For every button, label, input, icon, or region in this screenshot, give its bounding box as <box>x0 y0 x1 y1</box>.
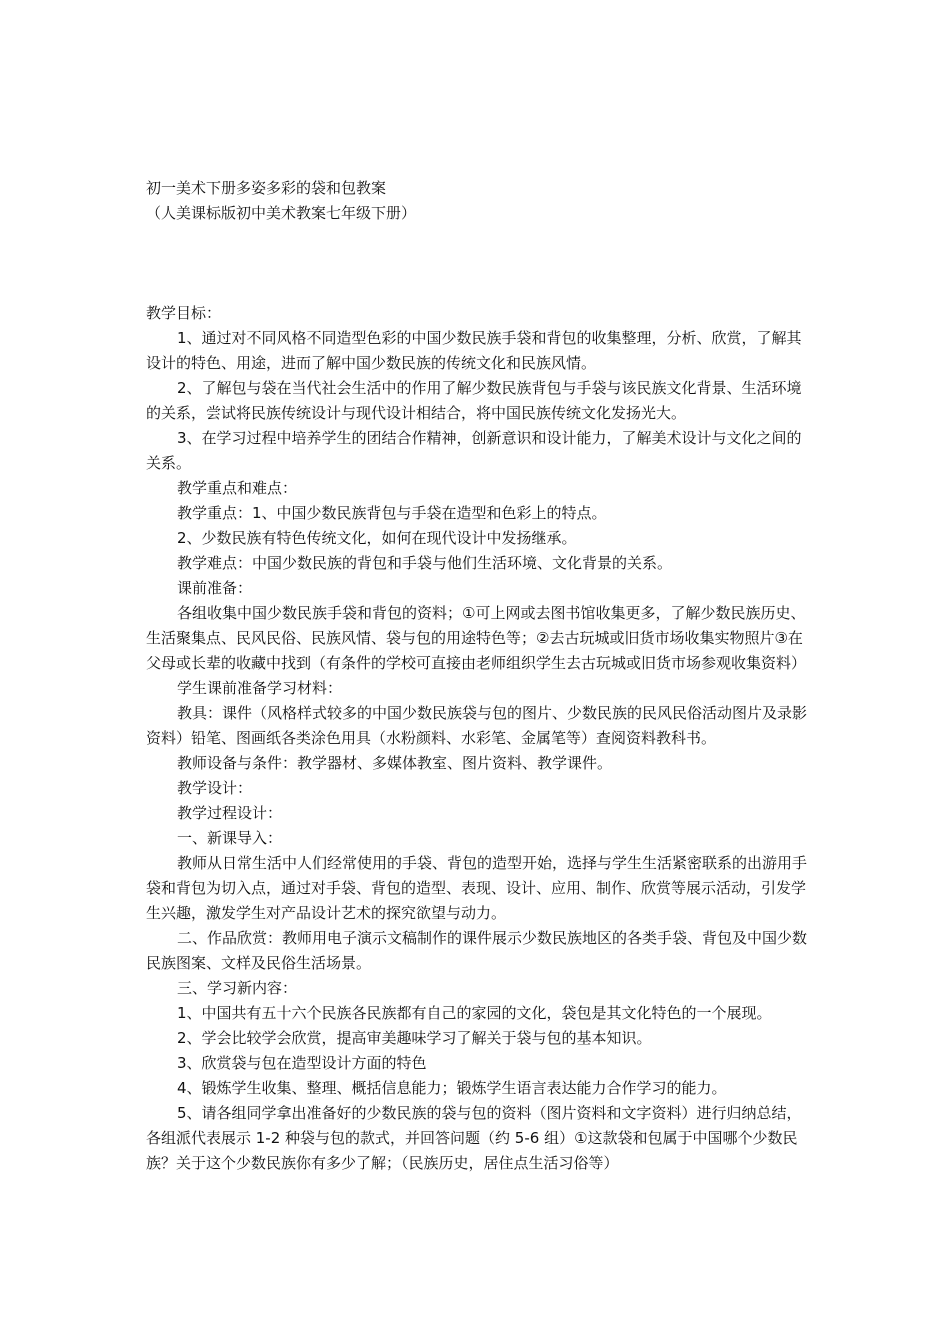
paragraph: 教学设计： <box>177 779 253 797</box>
paragraph: 教学重点：1、中国少数民族背包与手袋在造型和色彩上的特点。 <box>177 504 607 522</box>
document-subtitle: （人美课标版初中美术教案七年级下册） <box>146 204 417 222</box>
paragraph: 4、锻炼学生收集、整理、概括信息能力；锻炼学生语言表达能力合作学习的能力。 <box>177 1079 727 1097</box>
document-title: 初一美术下册多姿多彩的袋和包教案 <box>146 179 387 197</box>
paragraph: 各组收集中国少数民族手袋和背包的资料；①可上网或去图书馆收集更多，了解少数民族历史、生活聚集点、民风民俗、民族风情、袋与包的用途特色等；②去古玩城或旧货市场收集实物照片③在父母或长辈的收藏中找到（有条件的学校可直接由老师组织学生去古玩城或旧货市场参观收集资料） <box>146 604 807 672</box>
paragraph: 课前准备： <box>177 579 253 597</box>
paragraph: 2、了解包与袋在当代社会生活中的作用了解少数民族背包与手袋与该民族文化背景、生活环境的关系，尝试将民族传统设计与现代设计相结合，将中国民族传统文化发扬光大。 <box>146 379 802 422</box>
paragraph: 3、欣赏袋与包在造型设计方面的特色 <box>177 1054 427 1072</box>
paragraph: 二、作品欣赏：教师用电子演示文稿制作的课件展示少数民族地区的各类手袋、背包及中国少数民族图案、文样及民俗生活场景。 <box>146 929 808 972</box>
paragraph: 教师从日常生活中人们经常使用的手袋、背包的造型开始，选择与学生生活紧密联系的出游用手袋和背包为切入点，通过对手袋、背包的造型、表现、设计、应用、制作、欣赏等展示活动，引发学生兴趣，激发学生对产品设计艺术的探究欲望与动力。 <box>146 854 808 922</box>
paragraph: 一、新课导入： <box>177 829 283 847</box>
paragraph: 1、中国共有五十六个民族各民族都有自己的家园的文化，袋包是其文化特色的一个展现。 <box>177 1004 772 1022</box>
paragraph: 教学重点和难点： <box>177 479 298 497</box>
paragraph: 1、通过对不同风格不同造型色彩的中国少数民族手袋和背包的收集整理，分析、欣赏，了解其设计的特色、用途，进而了解中国少数民族的传统文化和民族风情。 <box>146 329 802 372</box>
spacer <box>146 226 808 301</box>
paragraph: 三、学习新内容： <box>177 979 298 997</box>
paragraph: 5、请各组同学拿出准备好的少数民族的袋与包的资料（图片资料和文字资料）进行归纳总结，各组派代表展示 1-2 种袋与包的款式，并回答问题（约 5-6 组）①这款袋和包属于中国哪个少数民族？关于这个少数民族你有多少了解；（民族历史，居住点生活习俗等） <box>146 1104 802 1172</box>
document-body <box>146 176 808 1176</box>
paragraph-list <box>146 301 808 1176</box>
paragraph: 教学过程设计： <box>177 804 283 822</box>
paragraph: 教学难点：中国少数民族的背包和手袋与他们生活环境、文化背景的关系。 <box>177 554 673 572</box>
paragraph: 教师设备与条件：教学器材、多媒体教室、图片资料、教学课件。 <box>177 754 613 772</box>
paragraph: 2、少数民族有特色传统文化，如何在现代设计中发扬继承。 <box>177 529 577 547</box>
paragraph: 教具：课件（风格样式较多的中国少数民族袋与包的图片、少数民族的民风民俗活动图片及录影资料）铅笔、图画纸各类涂色用具（水粉颜料、水彩笔、金属笔等）查阅资料教科书。 <box>146 704 808 747</box>
paragraph: 学生课前准备学习材料： <box>177 679 343 697</box>
paragraph: 3、在学习过程中培养学生的团结合作精神，创新意识和设计能力，了解美术设计与文化之间的关系。 <box>146 429 802 472</box>
paragraph: 2、学会比较学会欣赏，提高审美趣味学习了解关于袋与包的基本知识。 <box>177 1029 652 1047</box>
paragraph: 教学目标： <box>146 304 222 322</box>
